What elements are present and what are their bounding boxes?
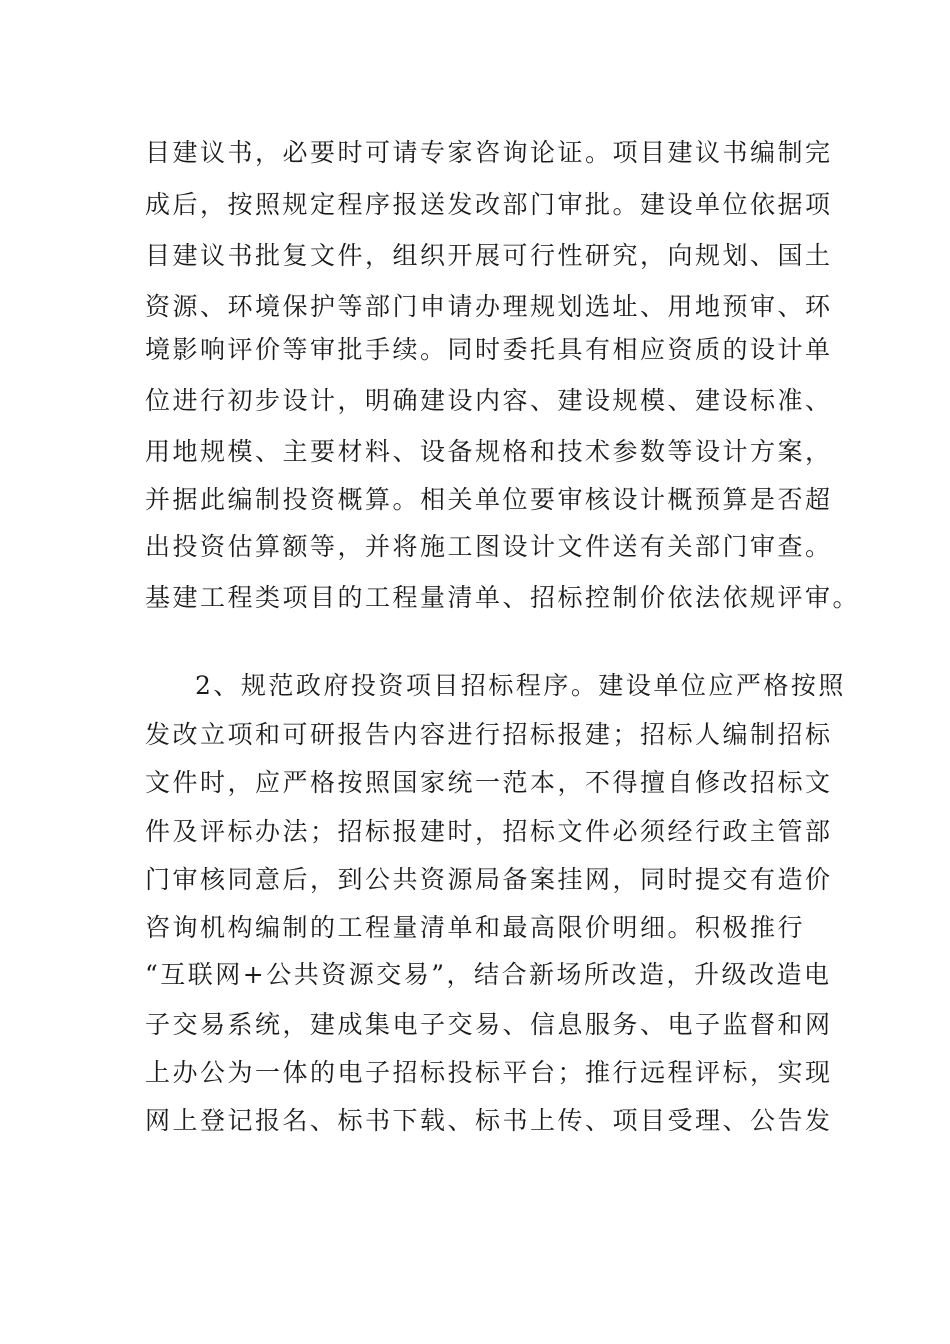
paragraph-1-line: 目建议书，必要时可请专家咨询论证。项目建议书编制完: [145, 138, 833, 167]
paragraph-1-line: 用地规模、主要材料、设备规格和技术参数等设计方案，: [145, 437, 833, 466]
paragraph-2-line: 网上登记报名、标书下载、标书上传、项目受理、公告发: [145, 1106, 833, 1135]
paragraph-2-line: “互联网+公共资源交易”，结合新场所改造，升级改造电: [145, 960, 832, 989]
paragraph-2-line: 门审核同意后，到公共资源局备案挂网，同时提交有造价: [145, 865, 833, 894]
paragraph-2-line: 子交易系统，建成集电子交易、信息服务、电子监督和网: [145, 1010, 833, 1039]
paragraph-1-line: 位进行初步设计，明确建设内容、建设规模、建设标准、: [145, 386, 833, 415]
paragraph-1-line: 境影响评价等审批手续。同时委托具有相应资质的设计单: [145, 335, 833, 364]
paragraph-1-line: 资源、环境保护等部门申请办理规划选址、用地预审、环: [145, 292, 833, 321]
paragraph-2-line: 文件时，应严格按照国家统一范本，不得擅自修改招标文: [145, 768, 833, 797]
paragraph-2-line: 2、规范政府投资项目招标程序。建设单位应严格按照: [195, 671, 846, 700]
paragraph-1-line: 成后，按照规定程序报送发改部门审批。建设单位依据项: [145, 190, 833, 219]
paragraph-1-line: 目建议书批复文件，组织开展可行性研究，向规划、国土: [145, 241, 833, 270]
paragraph-1-line: 基建工程类项目的工程量清单、招标控制价依法依规评审。: [145, 583, 861, 612]
paragraph-2-line: 咨询机构编制的工程量清单和最高限价明细。积极推行: [145, 913, 806, 942]
paragraph-2-line: 发改立项和可研报告内容进行招标报建；招标人编制招标: [145, 720, 833, 749]
paragraph-2-line: 件及评标办法；招标报建时，招标文件必须经行政主管部: [145, 817, 833, 846]
paragraph-2-line: 上办公为一体的电子招标投标平台；推行远程评标，实现: [145, 1058, 833, 1087]
paragraph-1-line: 并据此编制投资概算。相关单位要审核设计概预算是否超: [145, 485, 833, 514]
paragraph-1-line: 出投资估算额等，并将施工图设计文件送有关部门审查。: [145, 532, 833, 561]
